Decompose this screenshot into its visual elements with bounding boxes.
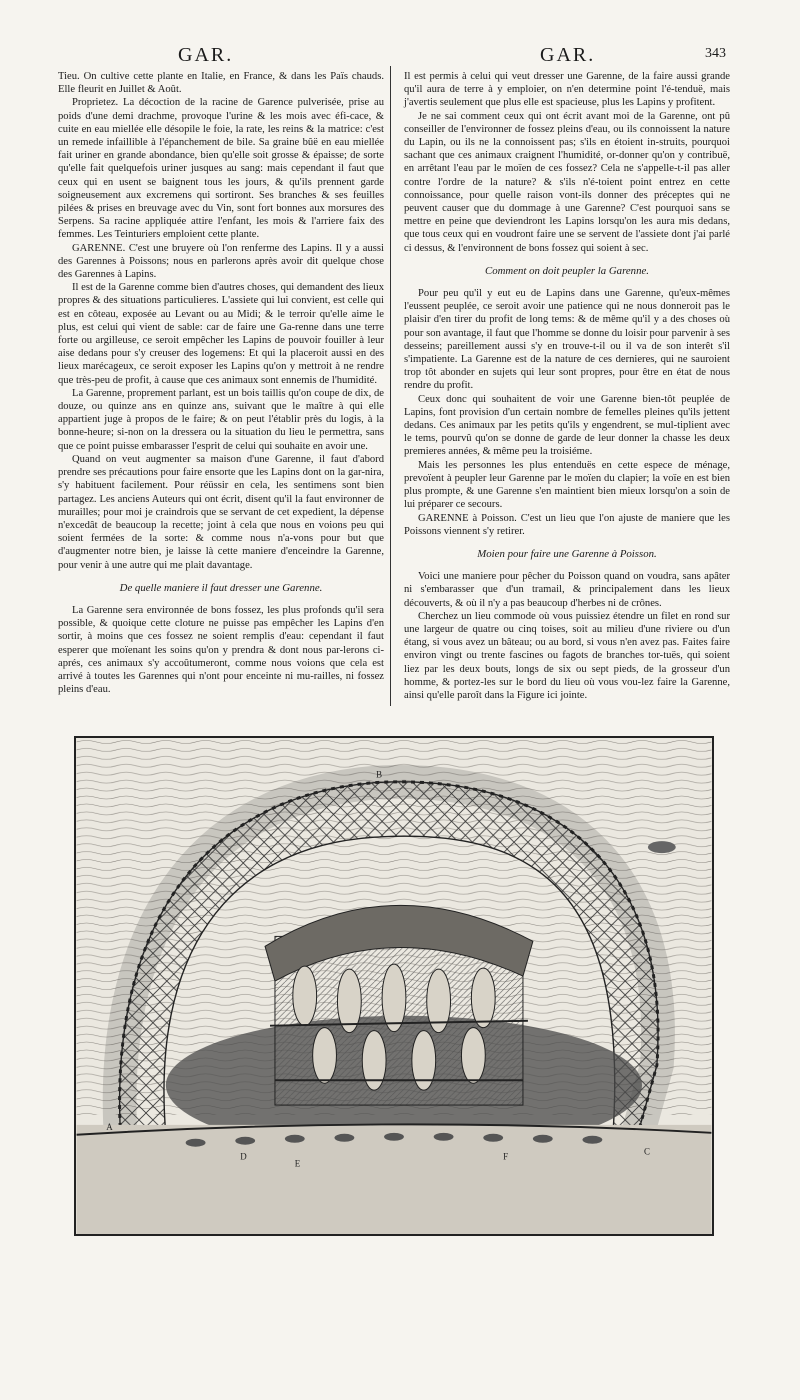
left-column bbox=[58, 70, 384, 696]
engraving-plate bbox=[74, 736, 714, 1236]
figure-letter-a: A bbox=[106, 1121, 113, 1132]
ground bbox=[77, 1125, 712, 1234]
fish-warren-engraving bbox=[76, 738, 712, 1234]
page-number: 343 bbox=[705, 46, 726, 61]
paragraph: Quand on veut augmenter sa maison d'une Garenne, il faut d'abord prendre ses précautions pour faire ensorte que les Lapins dont on la gar-nira, s'y habituent facilement. Pour réüssir en cela, les sentimens sont bien partagez. Les anciens Auteurs qui ont écrit, disent qu'il la faut environner de murailles; pour moi je craindrois que se servant de cet expedient, la dépense n'excedât de beaucoup la recette; joint à cela que nous en voions peu qui soient fermées de la sorte: & comme nous n'a-vons pour but que d'augmenter notre bien, je laisse là cette maniere d'enceindre la Garenne, pour venir à une autre qui me plait davantage. bbox=[58, 453, 384, 571]
paragraph: Proprietez. La décoction de la racine de Garence pulverisée, prise au poids d'une demi drachme, provoque l'urine & les mois avec éfi-cace, & cuite en eau miellée elle désopile le foie, la rate, les reins & la matrice: c'est un remede infaillible à l'épanchement de bile. Sa graine bûë en eau miellée fait uriner en grande abondance, bien qu'elle soit grosse & épaisse; de sorte qu'elle fait quelquefois uriner jusques au sang: mais cependant il faut que ceux qui en usent se baignent tous les jours, & qu'ils prennent garde soigneusement aux excremens qui sortiront. Ses branches & ses feuilles pilées & prises en breuvage avec du Vin, sont fort bonnes aux morsures des Serpens. Sa racine appliquée attire l'enfant, les mois & l'arriere faix des femmes. Les Teinturiers emploient cette plante. bbox=[58, 97, 384, 241]
paragraph: Je ne sai comment ceux qui ont écrit avant moi de la Garenne, ont pû conseiller de l'environner de fossez pleins d'eau, ou ils connoissent la nature du Lapin, ou ils ne la connoissent pas; s'ils en étoient in-struits, pourquoi sachant que ces animaux craignent l'humidité, or-donner qu'on y contribuë, en arrêtant l'eau par le moïen de ces fossez? Cela ne s'appelle-t-il pas aller contre l'ordre de la nature? & s'ils n'é-toient point entrez en cette connoissance, pour quelle raison vont-ils donner des préceptes qui ne peuvent causer que du dommage à une Garenne? C'est pourquoi sans se mettre en peine que deviendront les Lapins lorsqu'on les aura mis dedans, que tous ceux qui en voudront faire une se servent de l'assiete dont j'ai parlé ci dessus, & l'environnent de bons fossez qui soient à sec. bbox=[404, 110, 730, 254]
paragraph: Tieu. On cultive cette plante en Italie, en France, & dans les Païs chauds. Elle fleurit en Juillet & Août. bbox=[58, 71, 384, 96]
figure-letter-b: B bbox=[376, 769, 383, 780]
column-divider bbox=[390, 66, 391, 706]
distant-rock bbox=[648, 841, 676, 853]
paragraph: La Garenne sera environnée de bons fossez, les plus profonds qu'il sera possible, & quoique cette cloture ne puisse pas empêcher les Lapins d'en sortir, à moins que ces fossez ne soient remplis d'eau: cependant il faut esperer que moïenant les soins qu'on y prendra & dont nous par-lerons ci-aprés, ces animaux s'y accoûtumeront, comme nous voions que cela est arrivé à toutes les Garennes qui n'ont pour enceinte ni mu-railles, ni fossez pleins d'eau. bbox=[58, 604, 384, 696]
figure-letter-c: C bbox=[643, 1146, 650, 1157]
paragraph: Il est permis à celui qui veut dresser une Garenne, de la faire aussi grande qu'il aura de terre à y emploier, on n'en determine point l'é-tenduë, mais j'avertis seulement que plus elle est spacieuse, plus les Lapins y profitent. bbox=[404, 71, 730, 109]
section-heading: Comment on doit peupler la Garenne. bbox=[485, 264, 649, 277]
paragraph: GARENNE à Poisson. C'est un lieu que l'on ajuste de maniere que les Poissons viennent s'y retirer. bbox=[404, 512, 730, 537]
section-heading: De quelle maniere il faut dresser une Garenne. bbox=[119, 581, 323, 594]
header-left-title: GAR. bbox=[178, 44, 234, 66]
section-heading: Moien pour faire une Garenne à Poisson. bbox=[477, 547, 657, 560]
figure-letter-f: F bbox=[503, 1151, 509, 1162]
paragraph: La Garenne, proprement parlant, est un bois taillis qu'on coupe de dix, de douze, ou quinze ans en quinze ans, suivant que le maître à qui elle appartient juge à propos de le faire; & on peut l'établir près du logis, à la bonne-heure; si-non on la dressera ou la situation du lieu le permettra, sans que ce point puisse embarasser l'esprit de celui qui souhaite en avoir une. bbox=[58, 387, 384, 452]
paragraph: Cherchez un lieu commode où vous puissiez étendre un filet en rond sur une largeur de quatre ou cinq toises, soit au milieu d'une riviere ou d'un étang, si vous avez un bâteau; ou au bord, si vous n'en avez pas. Faites faire environ vingt ou trente fascines ou fagots de branches tor-tuës, qui soient liez par les deux bouts, longs de six ou sept pieds, de la grosseur d'un homme, & portez-les sur le bord du lieu où vous vou-lez faire la Garenne, ainsi qu'elle paroît dans la Figure ici jointe. bbox=[404, 610, 730, 701]
right-column bbox=[404, 70, 730, 702]
paragraph: Voici une maniere pour pêcher du Poisson quand on voudra, sans apâter ni s'embarasser que d'un tramail, & principalement dans les lieux découverts, & où il n'y a pas beaucoup d'herbes ni de crônes. bbox=[404, 571, 730, 609]
figure-letter-d: D bbox=[240, 1151, 247, 1162]
paragraph: Ceux donc qui souhaitent de voir une Garenne bien-tôt peuplée de Lapins, font provision d'un certain nombre de femelles pleines qu'ils jettent dedans. Ces animaux par les petits qu'ils y engendrent, se mul-tiplient avec le tems, pourvû qu'on se donne de garde de leur donner la chasse les deux premieres années, & même peu la troisiéme. bbox=[404, 393, 730, 458]
running-header bbox=[0, 44, 800, 72]
fascine-bundles bbox=[265, 905, 533, 1105]
paragraph: Il est de la Garenne comme bien d'autres choses, qui demandent des lieux propres & des situations particulieres. L'assiete qui lui convient, est celle qui est en côteau, exposée au Levant ou au Midi; & le terroir qu'elle aime le plus, est celui qui vient de sable: car de faire une Ga-renne dans une terre forte ou argilleuse, ce seroit empêcher les Lapins de pouvoir fouiller à leur aise dedans pour s'y creuser des logemens: Et qui la placeroit aussi en des lieux marécageux, ce seroit exposer les Lapins qu'on y mettroit à ne rendre que très-peu de profit, à cause que ces animaux sont ennemis de l'humidité. bbox=[58, 282, 384, 386]
figure-letter-e: E bbox=[294, 1158, 301, 1169]
header-center-title: GAR. bbox=[540, 44, 596, 66]
paragraph: Mais les personnes les plus entenduës en cette espece de ménage, prevoïent à peupler leur Garenne par le moïen du clapier; la voïe en est bien plus prompte, & une Garenne s'en maintient bien mieux lorsqu'on a soin de lui préparer ce secours. bbox=[404, 459, 730, 511]
paragraph: Pour peu qu'il y eut eu de Lapins dans une Garenne, qu'eux-mêmes l'eussent peuplée, ce seroit avoir une patience qui ne nous donneroit pas le plaisir d'en tirer du profit de long tems: & de même qu'il y a des choses où pour son avantage, il faut que l'homme se donne du loisir pour parvenir à ses desseins; pareillement aussi s'y en trouve-t-il ou il va de son interêt s'il s'impatiente. La Garenne est de la nature de ces dernieres, qui ne sauroient trop tôt abonder en sujets qui leur sont propres, pour être en état de nous rendre du profit. bbox=[404, 288, 730, 392]
paragraph: GARENNE. C'est une bruyere où l'on renferme des Lapins. Il y a aussi des Garennes à Poissons; nous en parlerons après avoir dit quelque chose des Garennes à Lapins. bbox=[58, 242, 384, 281]
